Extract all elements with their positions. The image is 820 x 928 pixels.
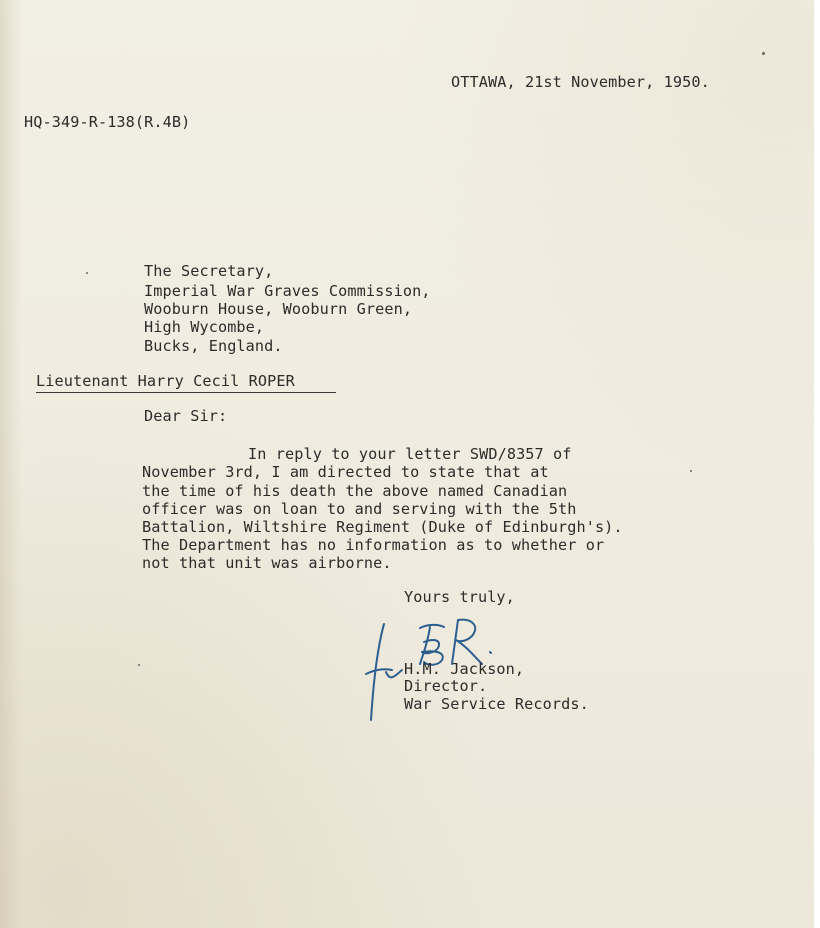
paper-speck xyxy=(138,664,140,666)
subject-heading xyxy=(36,371,336,393)
signature-stroke xyxy=(490,652,491,653)
subject-underline xyxy=(36,392,336,393)
paper-speck xyxy=(86,272,88,274)
scan-edge xyxy=(814,0,820,928)
salutation: Dear Sir: xyxy=(144,407,228,425)
file-reference: HQ-349-R-138(R.4B) xyxy=(24,113,191,131)
signature-stroke xyxy=(420,625,444,664)
paper-speck xyxy=(762,52,765,55)
subject-text: Lieutenant Harry Cecil ROPER xyxy=(36,372,295,390)
body-line: not that unit was airborne. xyxy=(142,554,392,572)
address-line: Wooburn House, Wooburn Green, xyxy=(144,300,413,318)
signature-stroke xyxy=(366,669,392,674)
body-line: In reply to your letter SWD/8357 of xyxy=(248,445,572,463)
paper-edge-shadow xyxy=(0,0,22,928)
address-line: High Wycombe, xyxy=(144,318,265,336)
signatory-department: War Service Records. xyxy=(404,695,589,713)
body-line: Battalion, Wiltshire Regiment (Duke of Edinburgh's). xyxy=(142,518,623,536)
signatory-title: Director. xyxy=(404,677,488,695)
body-line: the time of his death the above named Canadian xyxy=(142,482,568,500)
body-line: The Department has no information as to whether or xyxy=(142,536,605,554)
body-line: officer was on loan to and serving with the 5th xyxy=(142,500,577,518)
place-date: OTTAWA, 21st November, 1950. xyxy=(451,73,710,91)
address-line: Imperial War Graves Commission, xyxy=(144,282,431,300)
signatory-name: H.M. Jackson, xyxy=(404,660,525,678)
address-line: The Secretary, xyxy=(144,262,274,280)
body-line: November 3rd, I am directed to state that at xyxy=(142,463,549,481)
address-line: Bucks, England. xyxy=(144,337,283,355)
signature-stroke xyxy=(386,670,402,677)
paper-speck xyxy=(690,470,692,472)
signature-stroke xyxy=(452,620,482,664)
closing: Yours truly, xyxy=(404,588,515,606)
